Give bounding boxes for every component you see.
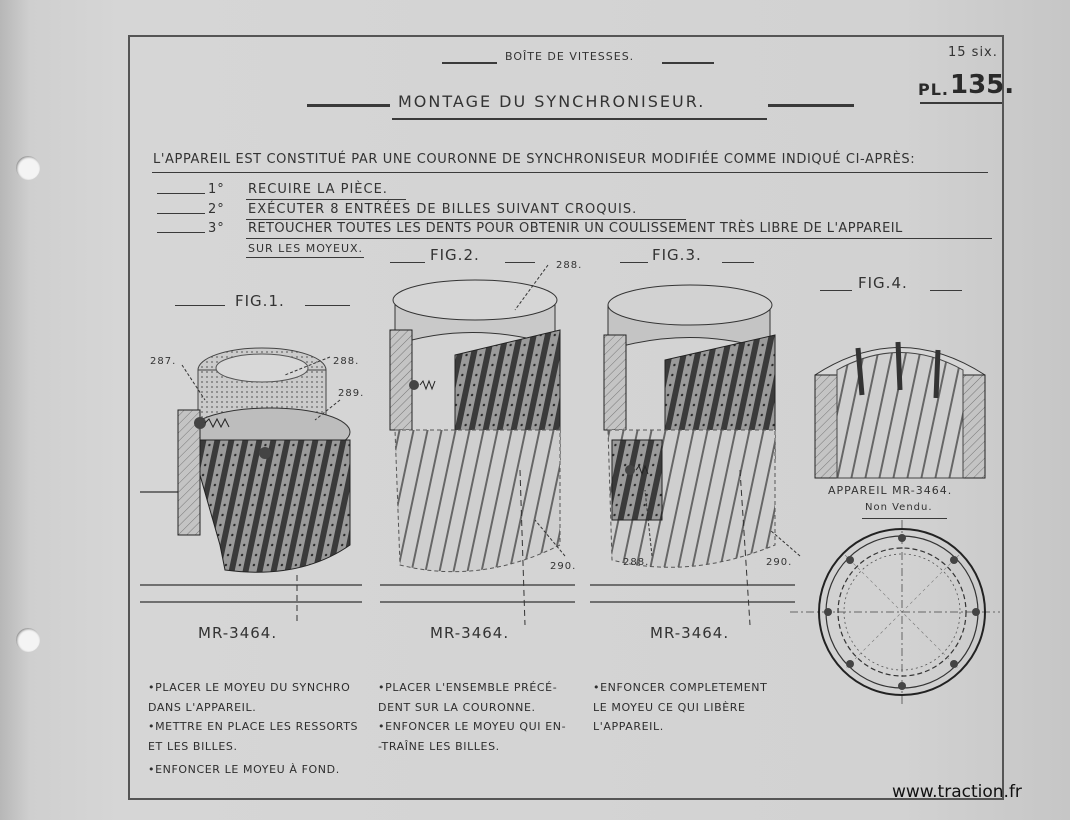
- fig4-drawing: [790, 342, 1000, 705]
- fig3-part-ref: MR-3464.: [650, 624, 730, 642]
- fig1-callout-288: 288.: [333, 356, 360, 367]
- plate-subtitle: BOÎTE DE VITESSES.: [505, 50, 635, 63]
- fig4-caption-note: Non Vendu.: [865, 502, 933, 513]
- plate-title: MONTAGE DU SYNCHRONISEUR.: [398, 92, 706, 111]
- fig3-callout-288: 288.: [623, 557, 650, 568]
- fig1-part-ref: MR-3464.: [198, 624, 278, 642]
- step1-text: RECUIRE LA PIÈCE.: [248, 182, 388, 197]
- fig1-callout-289: 289.: [338, 388, 365, 399]
- instructions-col2: [378, 678, 566, 756]
- plate-number: 135.: [950, 70, 1015, 100]
- plate-prefix: PL.: [918, 80, 949, 99]
- watermark: www.traction.fr: [892, 782, 1022, 802]
- instr2-line3: •ENFONCER LE MOYEU QUI EN-: [378, 720, 567, 733]
- instr2-line2: DENT SUR LA COURONNE.: [378, 700, 536, 714]
- fig3-callout-290: 290.: [766, 557, 793, 568]
- instr3-line3: L'APPAREIL.: [593, 720, 664, 733]
- fig4-caption-underline: [862, 518, 947, 519]
- fig2-part-ref: MR-3464.: [430, 624, 510, 642]
- step3-num: 3°: [208, 221, 225, 236]
- instr1-line2: DANS L'APPAREIL.: [148, 700, 257, 714]
- fig3-title: FIG.3.: [652, 246, 702, 264]
- fig1-drawing: [178, 348, 350, 625]
- fig2-title: FIG.2.: [430, 246, 480, 264]
- step3-text: RETOUCHER TOUTES LES DENTS POUR OBTENIR UN COULISSEMENT TRÈS LIBRE DE L'APPAREIL: [248, 221, 903, 236]
- instr2-line4: -TRAÎNE LES BILLES.: [378, 739, 500, 753]
- step1-num: 1°: [208, 182, 225, 197]
- fig4-title: FIG.4.: [858, 274, 908, 292]
- step3-continuation: SUR LES MOYEUX.: [248, 242, 364, 255]
- intro-line: L'APPAREIL EST CONSTITUÉ PAR UNE COURONNE DE SYNCHRONISEUR MODIFIÉE COMME INDIQUÉ CI-APRÈS:: [153, 152, 916, 167]
- sheet-note: 15 six.: [948, 45, 998, 60]
- step2-text: EXÉCUTER 8 ENTRÉES DE BILLES SUIVANT CROQUIS.: [248, 202, 638, 217]
- instructions-col1: [148, 678, 358, 780]
- fig2-drawing: [390, 265, 565, 625]
- instr1-line4: ET LES BILLES.: [148, 739, 238, 753]
- fig1-title: FIG.1.: [235, 292, 285, 310]
- instr3-line1: •ENFONCER COMPLETEMENT: [593, 681, 768, 694]
- instructions-col3: [593, 678, 767, 737]
- fig4-caption: APPAREIL MR-3464.: [828, 484, 953, 497]
- instr3-line2: LE MOYEU CE QUI LIBÈRE: [593, 700, 746, 714]
- instr1-line1: •PLACER LE MOYEU DU SYNCHRO: [148, 681, 351, 694]
- fig2-callout-288: 288.: [556, 260, 583, 271]
- fig1-callout-287: 287.: [150, 356, 177, 367]
- step2-num: 2°: [208, 202, 225, 217]
- fig3-drawing: [604, 285, 800, 625]
- instr1-line5: •ENFONCER LE MOYEU À FOND.: [148, 763, 340, 776]
- fig2-callout-290: 290.: [550, 561, 577, 572]
- instr2-line1: •PLACER L'ENSEMBLE PRÉCÉ-: [378, 681, 558, 694]
- instr1-line3: •METTRE EN PLACE LES RESSORTS: [148, 720, 359, 733]
